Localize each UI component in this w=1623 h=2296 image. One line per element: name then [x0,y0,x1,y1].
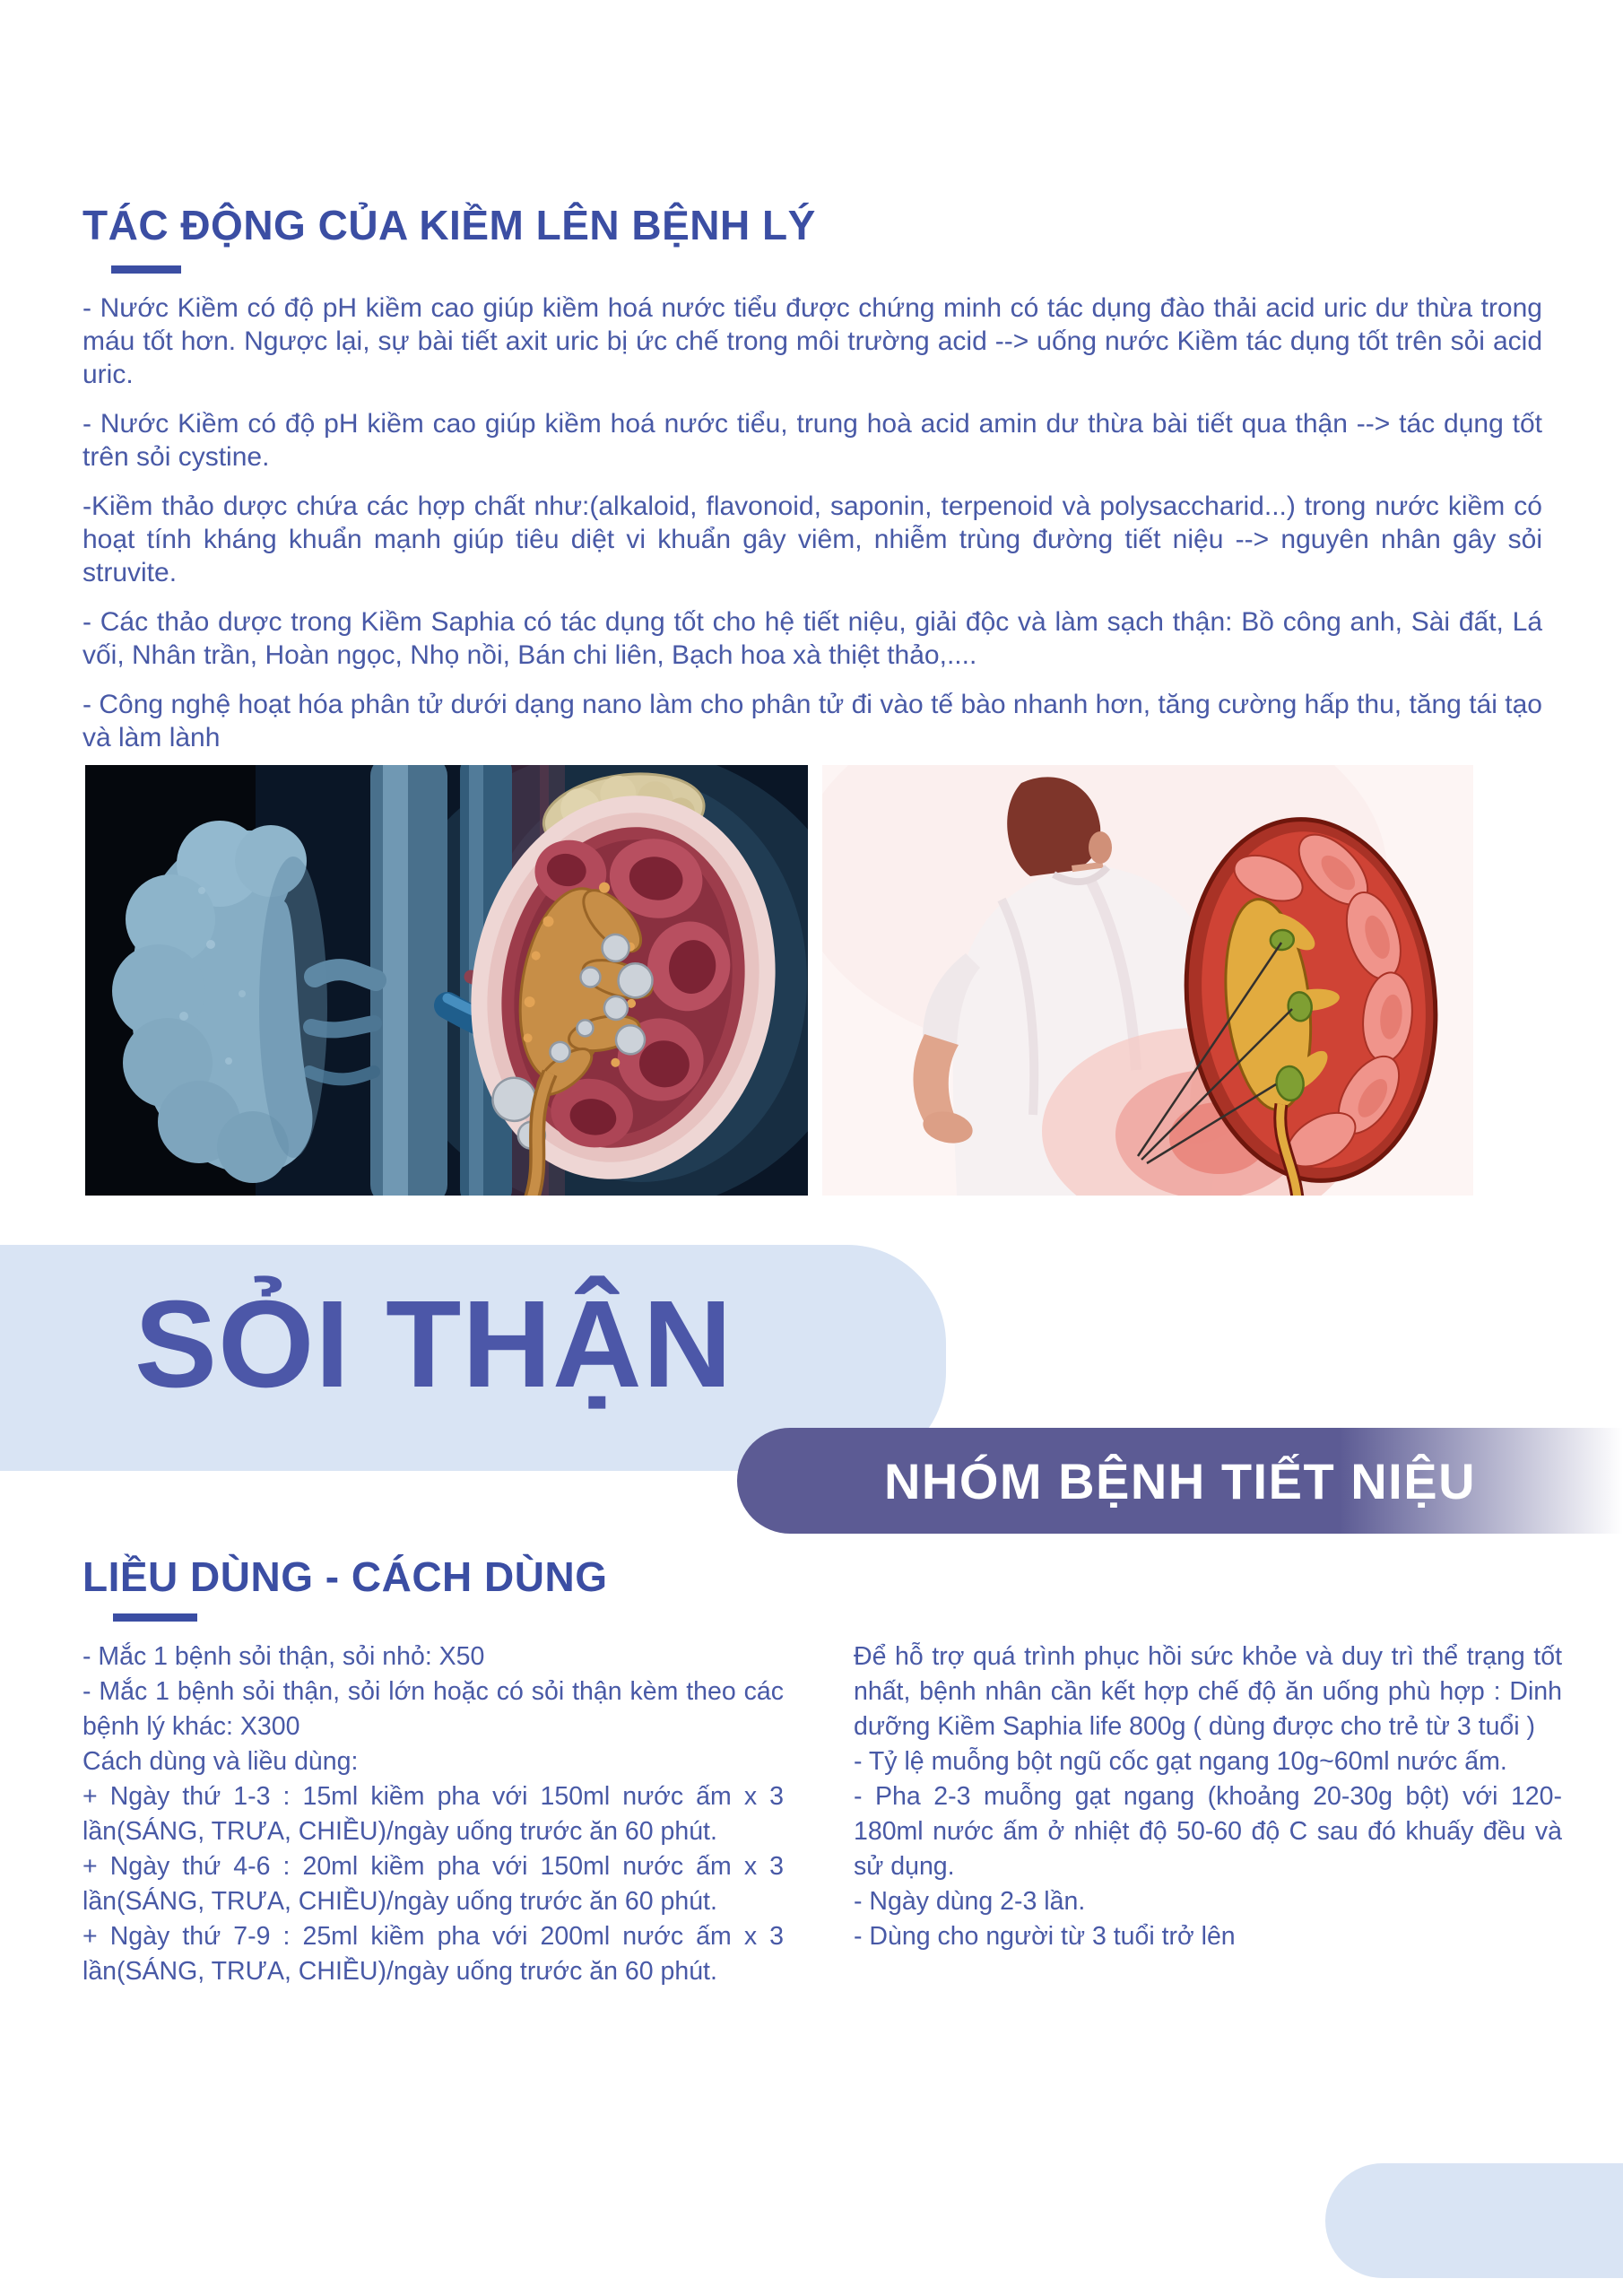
dosage-line: - Mắc 1 bệnh sỏi thận, sỏi nhỏ: X50 [82,1642,485,1671]
section-title-dosage: LIỀU DÙNG - CÁCH DÙNG [82,1553,608,1600]
paragraph: - Nước Kiềm có độ pH kiềm cao giúp kiềm hoá nước tiểu, trung hoà acid amin dư thừa bài tiết qua thận --> tác dụng tốt trên sỏi cystine. [82,409,1542,472]
paragraph: -Kiềm thảo dược chứa các hợp chất như:(alkaloid, flavonoid, saponin, terpenoid và polysaccharid...) trong nước kiềm có hoạt tính kháng khuẩn mạnh giúp tiêu diệt vi khuẩn gây viêm, nhiễm trùng đường tiết niệu --> nguyên nhân gây sỏi struvite. [82,491,1542,587]
dosage-left-column [82,1639,784,1989]
corner-decoration [1325,2163,1623,2278]
dosage-line: - Ngày dùng 2-3 lần. [854,1887,1086,1916]
dosage-line: Cách dùng và liều dùng: [82,1747,359,1776]
man-kidney-pain-image [822,765,1473,1196]
banner-subtitle: NHÓM BỆNH TIẾT NIỆU [883,1452,1477,1509]
banner-subtitle-band [737,1428,1623,1534]
dosage-line: - Dùng cho người từ 3 tuổi trở lên [854,1922,1236,1951]
banner-title: SỎI THẬN [135,1275,733,1413]
intro-paragraphs [82,291,1542,770]
title-underline [113,1613,197,1622]
dosage-line: + Ngày thứ 4-6 : 20ml kiềm pha với 150ml nước ấm x 3 lần(SÁNG, TRƯA, CHIỀU)/ngày uống trước ăn 60 phút. [82,1852,784,1916]
dosage-line: + Ngày thứ 7-9 : 25ml kiềm pha với 200ml nước ấm x 3 lần(SÁNG, TRƯA, CHIỀU)/ngày uống trước ăn 60 phút. [82,1922,784,1986]
kidney-illustration-svg [85,765,808,1196]
paragraph: - Công nghệ hoạt hóa phân tử dưới dạng nano làm cho phân tử đi vào tế bào nhanh hơn, tăng cường hấp thu, tăng tái tạo và làm lành [82,690,1542,752]
dosage-line: - Mắc 1 bệnh sỏi thận, sỏi lớn hoặc có sỏi thận kèm theo các bệnh lý khác: X300 [82,1677,784,1741]
dosage-line: + Ngày thứ 1-3 : 15ml kiềm pha với 150ml nước ấm x 3 lần(SÁNG, TRƯA, CHIỀU)/ngày uống trước ăn 60 phút. [82,1782,784,1846]
back-pain-illustration-svg [822,765,1473,1196]
dosage-line: Để hỗ trợ quá trình phục hồi sức khỏe và duy trì thể trạng tốt nhất, bệnh nhân cần kết hợp chế độ ăn uống phù hợp : Dinh dưỡng Kiềm Saphia life 800g ( dùng được cho trẻ từ 3 tuổi ) [854,1642,1562,1741]
dosage-right-column [854,1639,1562,1954]
dosage-line: - Pha 2-3 muỗng gạt ngang (khoảng 20-30g bột) với 120-180ml nước ấm ở nhiệt độ 50-60 độ C sau đó khuấy đều và sử dụng. [854,1782,1562,1881]
kidney-stones-illustration-image [85,765,808,1196]
dosage-line: - Tỷ lệ muỗng bột ngũ cốc gạt ngang 10g~60ml nước ấm. [854,1747,1507,1776]
paragraph: - Nước Kiềm có độ pH kiềm cao giúp kiềm hoá nước tiểu được chứng minh có tác dụng đào thải acid uric dư thừa trong máu tốt hơn. Ngược lại, sự bài tiết axit uric bị ức chế trong môi trường acid --> uống nước Kiềm tác dụng tốt trên sỏi acid uric. [82,293,1542,389]
title-underline [111,265,181,274]
paragraph: - Các thảo dược trong Kiềm Saphia có tác dụng tốt cho hệ tiết niệu, giải độc và làm sạch thận: Bồ công anh, Sài đất, Lá vối, Nhân trần, Hoàn ngọc, Nhọ nồi, Bán chi liên, Bạch hoa xà thiệt thảo,.... [82,607,1542,670]
section-title-impact: TÁC ĐỘNG CỦA KIỀM LÊN BỆNH LÝ [82,202,816,248]
